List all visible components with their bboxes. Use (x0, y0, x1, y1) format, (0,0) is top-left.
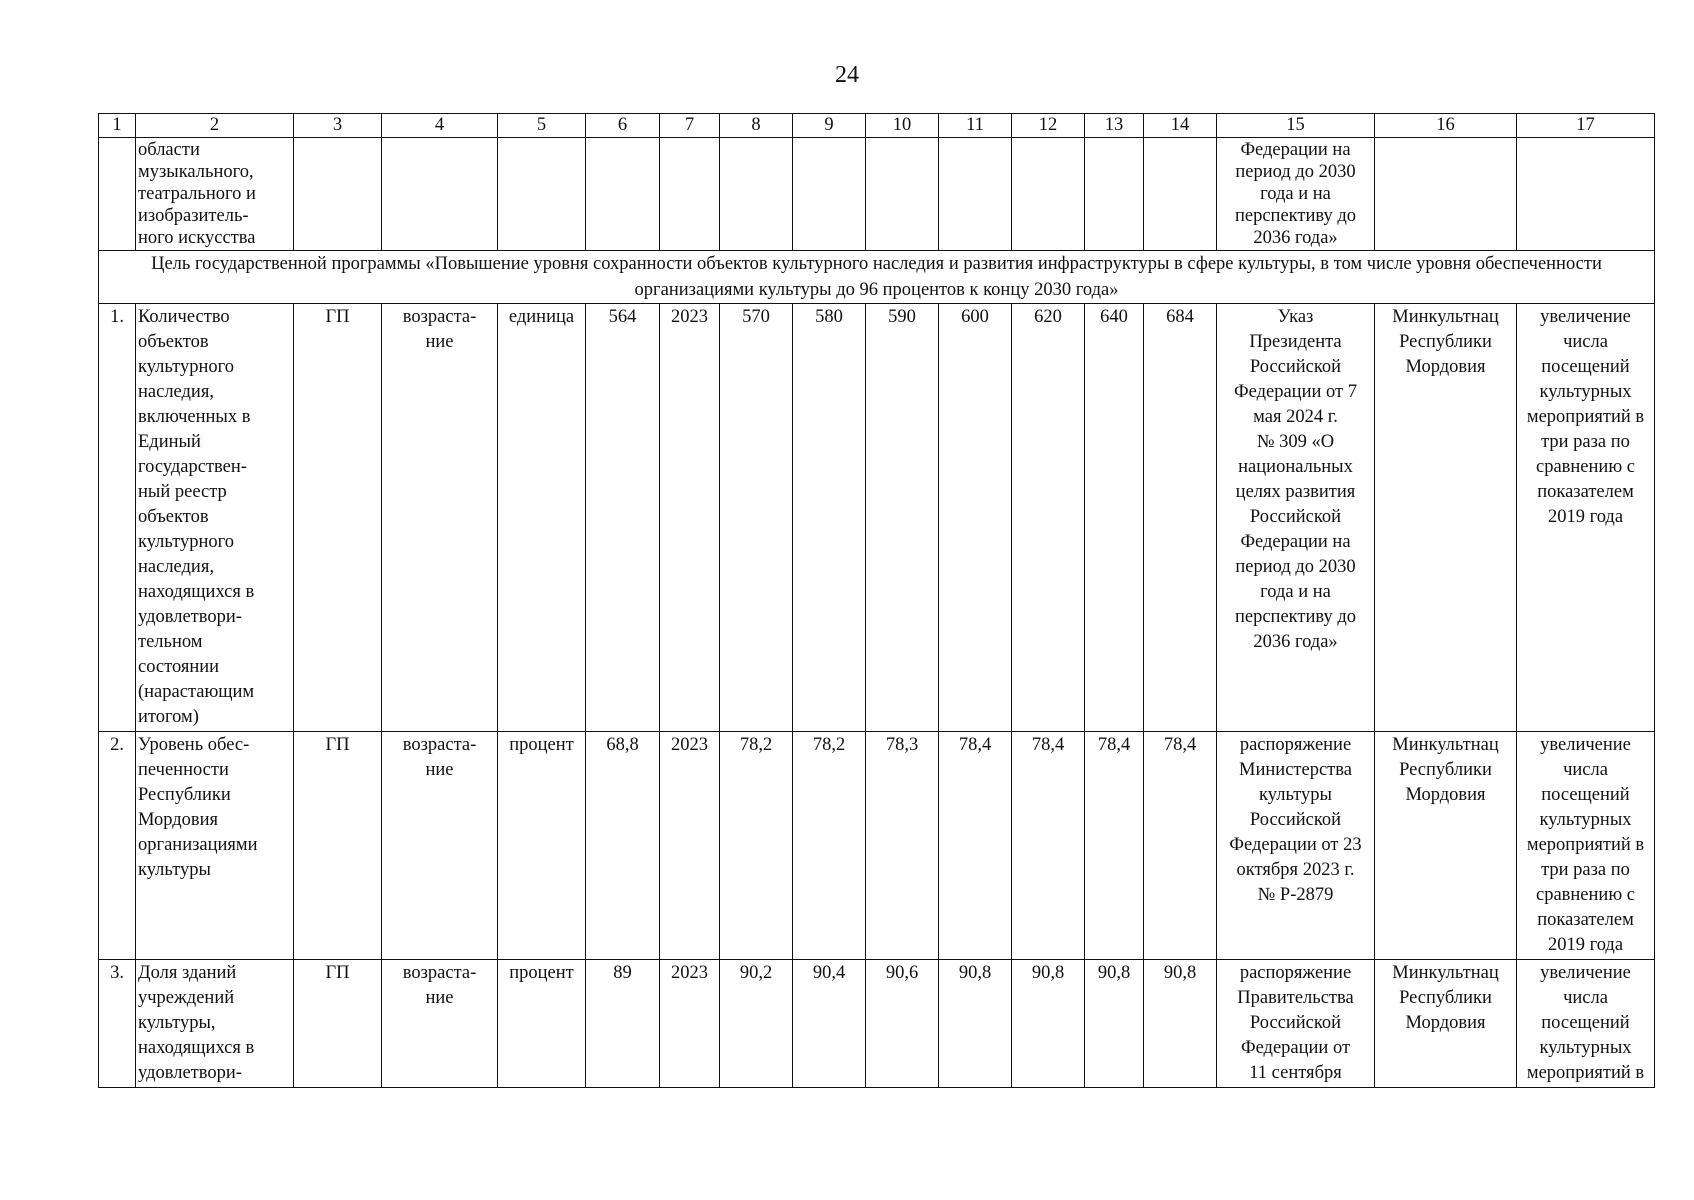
column-number-row (99, 114, 1655, 138)
value-cell: 90,8 (1012, 960, 1085, 1088)
value-cell: 600 (939, 304, 1012, 732)
column-number: 11 (939, 114, 1012, 138)
column-number: 7 (660, 114, 720, 138)
value-cell: 78,2 (720, 732, 793, 960)
unit-cell: единица (498, 304, 586, 732)
column-number: 8 (720, 114, 793, 138)
empty-cell (99, 138, 136, 251)
value-cell: 90,4 (793, 960, 866, 1088)
empty-cell (1517, 138, 1655, 251)
empty-cell (498, 138, 586, 251)
empty-cell (586, 138, 660, 251)
value-cell: 90,2 (720, 960, 793, 1088)
unit-cell: процент (498, 960, 586, 1088)
base-value-cell: 68,8 (586, 732, 660, 960)
column-number: 10 (866, 114, 939, 138)
continuation-row (99, 138, 1655, 251)
legal-basis-cell: распоряжение Правительства Российской Федерации от 11 сентября (1217, 960, 1375, 1088)
column-number: 12 (1012, 114, 1085, 138)
empty-cell (1085, 138, 1144, 251)
empty-cell (793, 138, 866, 251)
column-number: 6 (586, 114, 660, 138)
trend-cell: возраста- ние (382, 732, 498, 960)
value-cell: 620 (1012, 304, 1085, 732)
value-cell: 90,8 (1085, 960, 1144, 1088)
row-number: 2. (99, 732, 136, 960)
table-row (99, 960, 1655, 1088)
indicator-name-cell: Уровень обес- печенности Республики Мордовия организациями культуры (136, 732, 294, 960)
level-cell: ГП (294, 732, 382, 960)
table-row (99, 732, 1655, 960)
level-cell: ГП (294, 960, 382, 1088)
value-cell: 570 (720, 304, 793, 732)
column-number: 4 (382, 114, 498, 138)
base-year-cell: 2023 (660, 732, 720, 960)
column-number: 13 (1085, 114, 1144, 138)
empty-cell (1012, 138, 1085, 251)
trend-cell: возраста- ние (382, 960, 498, 1088)
base-value-cell: 89 (586, 960, 660, 1088)
value-cell: 78,4 (1012, 732, 1085, 960)
value-cell: 580 (793, 304, 866, 732)
value-cell: 590 (866, 304, 939, 732)
empty-cell (660, 138, 720, 251)
value-cell: 684 (1144, 304, 1217, 732)
value-cell: 78,4 (1085, 732, 1144, 960)
indicator-name-cell: Количество объектов культурного наследия, включенных в Единый государствен- ный реестр объектов культурного наследия, находящихся в удовлетвори- тельном состоянии (нарастающим итогом) (136, 304, 294, 732)
empty-cell (720, 138, 793, 251)
base-year-cell: 2023 (660, 960, 720, 1088)
goal-row (99, 251, 1655, 304)
empty-cell (294, 138, 382, 251)
value-cell: 78,3 (866, 732, 939, 960)
column-number: 5 (498, 114, 586, 138)
empty-cell (1144, 138, 1217, 251)
value-cell: 90,6 (866, 960, 939, 1088)
value-cell: 90,8 (1144, 960, 1217, 1088)
column-number: 3 (294, 114, 382, 138)
column-number: 2 (136, 114, 294, 138)
base-year-cell: 2023 (660, 304, 720, 732)
responsible-cell: Минкультнац Республики Мордовия (1375, 732, 1517, 960)
row-number: 3. (99, 960, 136, 1088)
value-cell: 640 (1085, 304, 1144, 732)
responsible-cell: Минкультнац Республики Мордовия (1375, 960, 1517, 1088)
value-cell: 90,8 (939, 960, 1012, 1088)
goal-text: Цель государственной программы «Повышение уровня сохранности объектов культурного наследия и развития инфраструктуры в сфере культуры, в том числе уровня обеспеченности организациями культуры до 96 процентов к концу 2030 года» (99, 251, 1655, 304)
column-number: 9 (793, 114, 866, 138)
indicator-name-cell: Доля зданий учреждений культуры, находящихся в удовлетвори- (136, 960, 294, 1088)
column-number: 1 (99, 114, 136, 138)
page-number: 24 (835, 62, 859, 88)
trend-cell: возраста- ние (382, 304, 498, 732)
value-cell: 78,2 (793, 732, 866, 960)
responsible-cell: Минкультнац Республики Мордовия (1375, 304, 1517, 732)
column-number: 17 (1517, 114, 1655, 138)
national-goal-link-cell: увеличение числа посещений культурных мероприятий в три раза по сравнению с показателем 2019 года (1517, 732, 1655, 960)
column-number: 14 (1144, 114, 1217, 138)
unit-cell: процент (498, 732, 586, 960)
legal-basis-cell: Федерации на период до 2030 года и на перспективу до 2036 года» (1217, 138, 1375, 251)
column-number: 15 (1217, 114, 1375, 138)
empty-cell (382, 138, 498, 251)
value-cell: 78,4 (1144, 732, 1217, 960)
legal-basis-cell: Указ Президента Российской Федерации от 7 мая 2024 г. № 309 «О национальных целях развития Российской Федерации на период до 2030 года и на перспективу до 2036 года» (1217, 304, 1375, 732)
column-number: 16 (1375, 114, 1517, 138)
indicators-table (98, 113, 1655, 1088)
empty-cell (866, 138, 939, 251)
level-cell: ГП (294, 304, 382, 732)
table-row (99, 304, 1655, 732)
legal-basis-cell: распоряжение Министерства культуры Российской Федерации от 23 октября 2023 г. № Р-2879 (1217, 732, 1375, 960)
row-number: 1. (99, 304, 136, 732)
indicator-name-cell: области музыкального, театрального и изобразитель- ного искусства (136, 138, 294, 251)
base-value-cell: 564 (586, 304, 660, 732)
empty-cell (939, 138, 1012, 251)
national-goal-link-cell: увеличение числа посещений культурных мероприятий в (1517, 960, 1655, 1088)
value-cell: 78,4 (939, 732, 1012, 960)
national-goal-link-cell: увеличение числа посещений культурных мероприятий в три раза по сравнению с показателем 2019 года (1517, 304, 1655, 732)
empty-cell (1375, 138, 1517, 251)
